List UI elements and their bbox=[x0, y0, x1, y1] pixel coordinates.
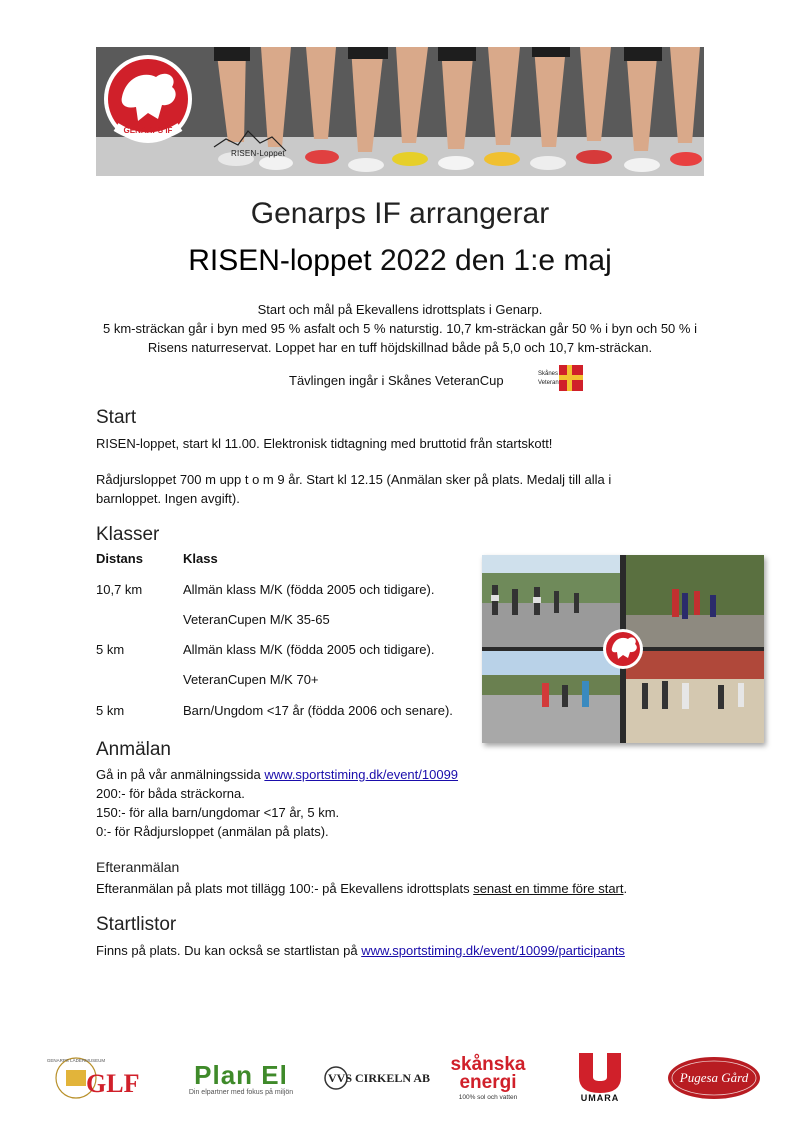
plan-el-logo bbox=[176, 1048, 306, 1108]
anmalan-line-4: 0:- för Rådjursloppet (anmälan på plats). bbox=[96, 824, 329, 839]
table-cell-class: Allmän klass M/K (födda 2005 och tidigare). bbox=[183, 642, 435, 657]
svg-text:GLF: GLF bbox=[86, 1069, 140, 1098]
vvs-cirkeln-logo bbox=[322, 1048, 431, 1108]
startlistor-prefix: Finns på plats. Du kan också se startlistan på bbox=[96, 943, 362, 958]
skanska-tagline: 100% sol och vatten bbox=[458, 1093, 518, 1101]
table-cell-class: VeteranCupen M/K 35-65 bbox=[183, 612, 330, 627]
intro-line: Start och mål på Ekevallens idrottsplats i Genarp. bbox=[257, 302, 543, 317]
table-cell-distance: 10,7 km bbox=[96, 582, 143, 597]
section-heading-efteranmalan: Efteranmälan bbox=[96, 859, 180, 875]
svg-text:Pugesa Gård: Pugesa Gård bbox=[679, 1070, 749, 1085]
photo-top-left bbox=[482, 555, 620, 647]
table-cell-class: Barn/Ungdom <17 år (födda 2006 och senare). bbox=[183, 703, 453, 718]
table-cell-distance: 5 km bbox=[96, 703, 125, 718]
table-cell-distance: 5 km bbox=[96, 642, 125, 657]
svg-text:Skånes: Skånes bbox=[538, 371, 559, 377]
plan-el-name: Plan El bbox=[194, 1059, 288, 1090]
efteranmalan-suffix: . bbox=[623, 881, 628, 896]
intro-paragraph bbox=[90, 300, 710, 357]
pugesa-gard-logo bbox=[664, 1048, 764, 1108]
registration-link[interactable]: www.sportstiming.dk/event/10099 bbox=[264, 767, 459, 782]
col-header-class: Klass bbox=[183, 551, 218, 566]
efteranmalan-text bbox=[96, 879, 696, 898]
start-line-2: Rådjursloppet 700 m upp t o m 9 år. Start kl 12.15 (Anmälan sker på plats. Medalj till alla i bbox=[96, 472, 612, 487]
efteranmalan-prefix: Efteranmälan på plats mot tillägg 100:- på Ekevallens idrottsplats bbox=[96, 881, 474, 896]
section-heading-startlistor: Startlistor bbox=[96, 914, 177, 935]
startlistor-text bbox=[96, 941, 696, 960]
umara-word: UMARA bbox=[580, 1093, 620, 1103]
anmalan-line-2: 200:- för båda sträckorna. bbox=[96, 786, 245, 801]
sponsor-logos bbox=[40, 1048, 780, 1108]
section-heading-start: Start bbox=[96, 407, 137, 428]
svg-text:GENARPS IF: GENARPS IF bbox=[123, 126, 173, 135]
event-date: 2022 den 1:e maj bbox=[371, 244, 612, 277]
start-line-3: barnloppet. Ingen avgift). bbox=[96, 491, 240, 506]
svg-text:VVS CIRKELN AB: VVS CIRKELN AB bbox=[328, 1071, 431, 1085]
anmalan-text: Gå in på vår anmälningssida bbox=[96, 767, 265, 782]
svg-text:GENARPS LÄDERMUSEUM: GENARPS LÄDERMUSEUM bbox=[46, 1058, 106, 1063]
page-subtitle: Genarps IF arrangerar bbox=[250, 197, 550, 230]
glf-logo bbox=[48, 1048, 158, 1108]
energi-word: energi bbox=[459, 1071, 517, 1093]
table-cell-class: Allmän klass M/K (födda 2005 och tidigare). bbox=[183, 582, 435, 597]
anmalan-line-3: 150:- för alla barn/ungdomar <17 år, 5 km. bbox=[96, 805, 340, 820]
intro-line: Risens naturreservat. Loppet har en tuff höjdskillnad både på 5,0 och 10,7 km-sträckan. bbox=[147, 340, 653, 355]
runners-legs-graphic bbox=[96, 47, 704, 176]
event-name: RISEN-loppet bbox=[188, 244, 372, 277]
table-cell-class: VeteranCupen M/K 70+ bbox=[183, 672, 319, 687]
genarps-if-logo bbox=[104, 55, 192, 143]
skanska-energi-logo bbox=[438, 1048, 538, 1108]
start-line-1: RISEN-loppet, start kl 11.00. Elektronisk tidtagning med bruttotid från startskott! bbox=[96, 436, 553, 451]
plan-el-tagline: Din elpartner med fokus på miljön bbox=[188, 1088, 294, 1096]
photo-bottom-left bbox=[482, 651, 620, 743]
svg-text:Veteran: Veteran bbox=[538, 380, 559, 386]
photo-top-right bbox=[626, 555, 764, 647]
section-heading-anmalan: Anmälan bbox=[96, 739, 171, 760]
efteranmalan-deadline: senast en timme före start bbox=[473, 881, 624, 896]
veterancup-text: Tävlingen ingår i Skånes VeteranCup bbox=[289, 373, 504, 388]
header-banner-photo bbox=[96, 47, 704, 176]
page-title bbox=[0, 244, 800, 278]
umara-logo bbox=[562, 1048, 638, 1108]
section-heading-klasser: Klasser bbox=[96, 524, 160, 545]
race-photo-collage bbox=[482, 555, 764, 743]
photo-bottom-right bbox=[626, 651, 764, 743]
anmalan-line-1 bbox=[96, 765, 696, 784]
col-header-distance: Distans bbox=[96, 551, 143, 566]
banner-caption: RISEN-Loppet bbox=[231, 149, 285, 158]
skanska-word: skånska bbox=[450, 1053, 526, 1075]
participants-link[interactable]: www.sportstiming.dk/event/10099/participants bbox=[361, 943, 625, 958]
genarps-if-logo bbox=[603, 629, 643, 669]
intro-line: 5 km-sträckan går i byn med 95 % asfalt och 5 % naturstig. 10,7 km-sträckan går 50 % i byn och 50 % i bbox=[103, 321, 697, 336]
skanes-veterancup-badge bbox=[537, 363, 585, 393]
